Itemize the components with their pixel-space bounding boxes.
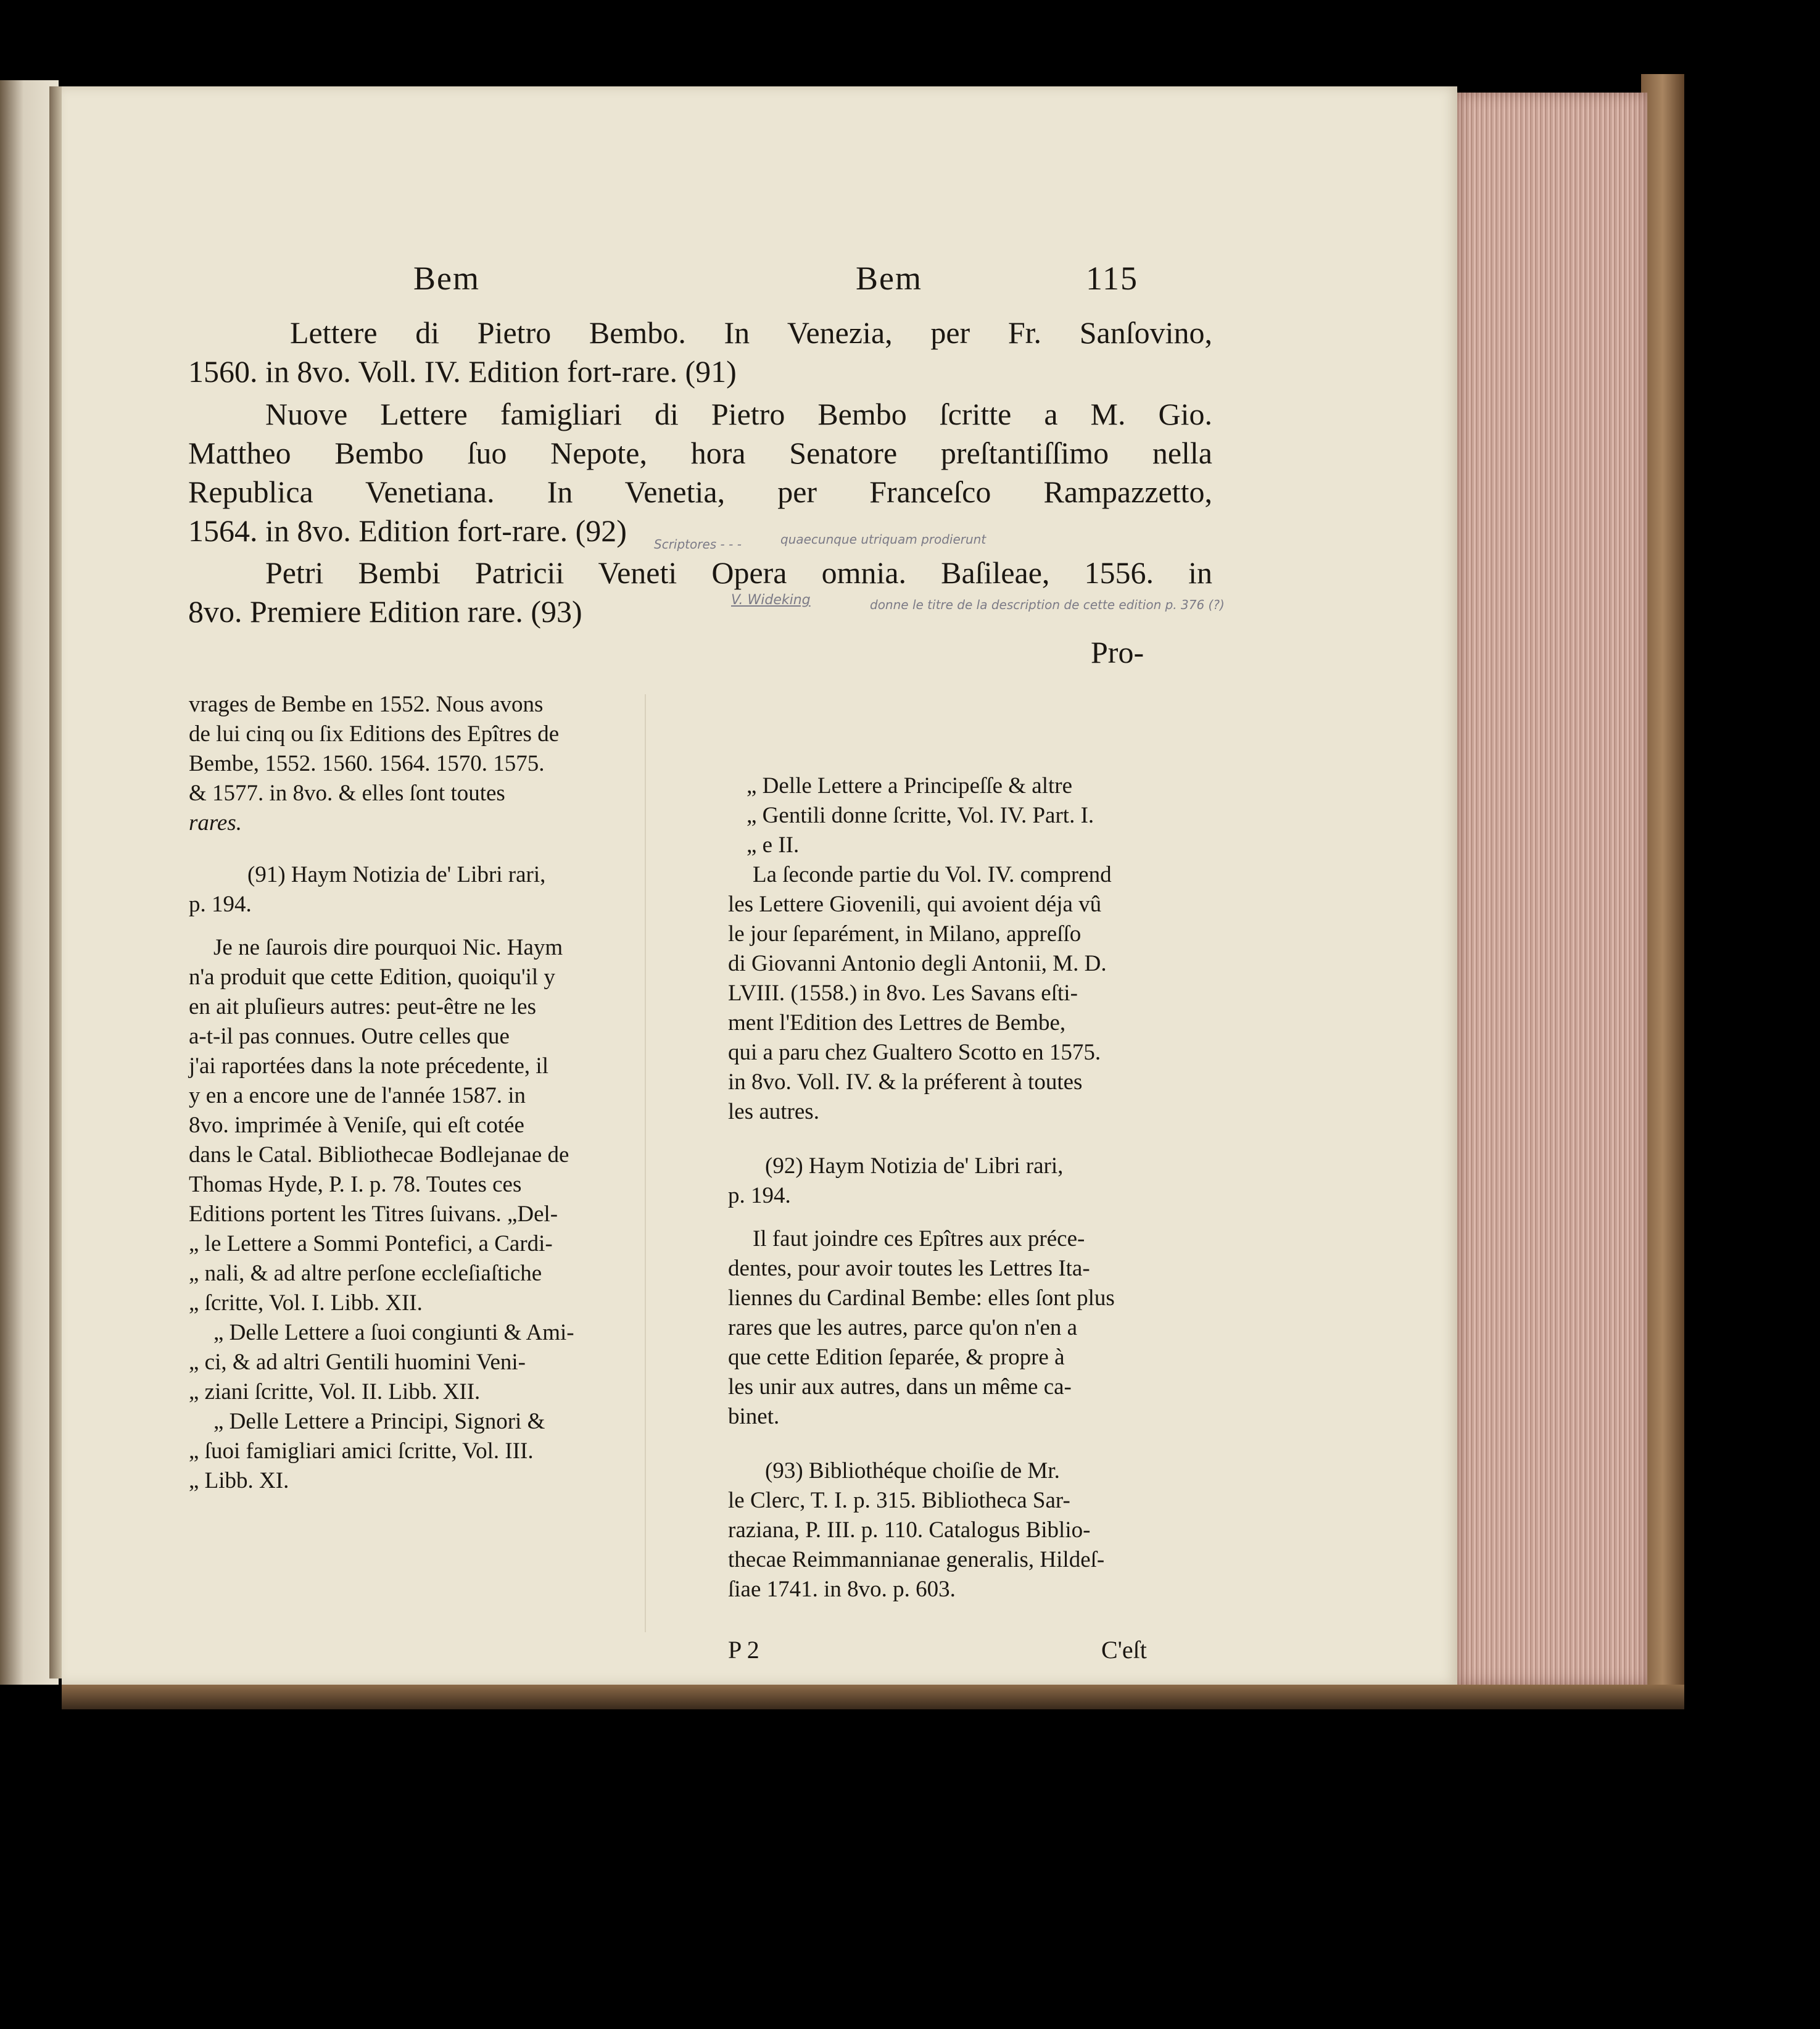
entry-line-2: 1560. in 8vo. Voll. IV. Edition fort-rare. (91) (188, 354, 737, 389)
left-line: y en a encore une de l'année 1587. in (189, 1083, 526, 1108)
left-line: & 1577. in 8vo. & elles ſont toutes (189, 781, 505, 806)
right-line: (92) Haym Notizia de' Libri rari, (765, 1153, 1064, 1179)
right-line: les autres. (728, 1099, 819, 1124)
right-line: le jour ſeparément, in Milano, appreſſo (728, 921, 1082, 947)
right-line: qui a paru chez Gualtero Scotto en 1575. (728, 1040, 1101, 1065)
left-line: dans le Catal. Bibliothecae Bodlejanae de (189, 1142, 569, 1168)
running-head-left: Bem (413, 260, 480, 297)
right-line: p. 194. (728, 1183, 791, 1208)
left-line: en ait pluſieurs autres: peut-être ne les (189, 994, 537, 1019)
left-line: „ le Lettere a Sommi Pontefici, a Cardi- (189, 1231, 553, 1256)
left-line: 8vo. imprimée à Veniſe, qui eſt cotée (189, 1113, 524, 1138)
right-line: ment l'Edition des Lettres de Bembe, (728, 1010, 1066, 1035)
right-line: rares que les autres, parce qu'on n'en a (728, 1315, 1078, 1340)
right-line: thecae Reimmannianae generalis, Hildeſ- (728, 1547, 1105, 1572)
right-line (728, 1432, 1172, 1456)
page-number: 115 (1086, 260, 1138, 297)
pencil-note-description: donne le titre de la description de cette edition p. 376 (?) (870, 597, 1225, 612)
left-line (189, 919, 621, 933)
book-cover-bottom (62, 1685, 1684, 1709)
book-cover-edge (1641, 74, 1684, 1697)
left-footnote-column (189, 690, 621, 1496)
left-line: „ Delle Lettere a ſuoi congiunti & Ami- (213, 1320, 574, 1345)
right-line: di Giovanni Antonio degli Antonii, M. D. (728, 951, 1107, 976)
left-line: n'a produit que cette Edition, quoiqu'il y (189, 965, 555, 990)
right-line: Il faut joindre ces Epîtres aux préce- (753, 1226, 1085, 1251)
right-line (728, 1127, 1172, 1151)
left-line (189, 838, 621, 860)
right-line: (93) Bibliothéque choiſie de Mr. (765, 1458, 1060, 1483)
right-line: „ Delle Lettere a Principeſſe & altre (747, 773, 1073, 799)
entry-line-1: Lettere di Pietro Bembo. In Venezia, per Fr. Sanſovino, (290, 315, 1212, 350)
left-line: „ ſcritte, Vol. I. Libb. XII. (189, 1290, 423, 1316)
right-line (728, 1211, 1172, 1224)
right-line: „ e II. (747, 832, 800, 858)
running-head-center: Bem (856, 260, 922, 297)
left-line: „ ziani ſcritte, Vol. II. Libb. XII. (189, 1379, 481, 1405)
right-line: La ſeconde partie du Vol. IV. comprend (753, 862, 1112, 887)
right-line: raziana, P. III. p. 110. Catalogus Biblio- (728, 1517, 1091, 1543)
right-line: dentes, pour avoir toutes les Lettres Ita- (728, 1256, 1090, 1281)
left-line: Thomas Hyde, P. I. p. 78. Toutes ces (189, 1172, 522, 1197)
entry-line-5: Republica Venetiana. In Venetia, per Franceſco Rampazzetto, (188, 475, 1212, 509)
left-line: „ Libb. XI. (189, 1468, 289, 1493)
right-line: le Clerc, T. I. p. 315. Bibliotheca Sar- (728, 1488, 1070, 1513)
left-line: rares. (189, 810, 242, 836)
entry-line-6: 1564. in 8vo. Edition fort-rare. (92) (188, 513, 627, 548)
right-footnote-column (728, 771, 1172, 1604)
signature-mark: P 2 (728, 1636, 759, 1664)
catchword-top: Pro- (1091, 635, 1144, 670)
right-line: liennes du Cardinal Bembe: elles ſont plus (728, 1285, 1115, 1311)
right-line: „ Gentili donne ſcritte, Vol. IV. Part. I. (747, 803, 1094, 828)
right-line: les unir aux autres, dans un même ca- (728, 1374, 1072, 1400)
right-line: LVIII. (1558.) in 8vo. Les Savans eſti- (728, 981, 1078, 1006)
left-line: Editions portent les Titres ſuivans. „Del- (189, 1201, 558, 1227)
left-line: Bembe, 1552. 1560. 1564. 1570. 1575. (189, 751, 545, 776)
left-line: „ nali, & ad altre perſone eccleſiaſtiche (189, 1261, 542, 1286)
book-page (62, 86, 1457, 1685)
pencil-note-wideking: V. Wideking (731, 592, 811, 608)
left-line: p. 194. (189, 892, 252, 917)
left-line: Je ne ſaurois dire pourquoi Nic. Haym (213, 935, 563, 960)
right-line: in 8vo. Voll. IV. & la préferent à toutes (728, 1069, 1083, 1095)
left-line: vrages de Bembe en 1552. Nous avons (189, 692, 544, 717)
right-line: les Lettere Giovenili, qui avoient déja vû (728, 892, 1102, 917)
right-line: ſiae 1741. in 8vo. p. 603. (728, 1577, 956, 1602)
left-line: „ Delle Lettere a Principi, Signori & (213, 1409, 545, 1434)
entry-line-8: 8vo. Premiere Edition rare. (93) (188, 594, 582, 629)
entry-line-3: Nuove Lettere famigliari di Pietro Bembo ſcritte a M. Gio. (265, 397, 1212, 431)
right-line: que cette Edition ſeparée, & propre à (728, 1345, 1065, 1370)
pencil-note-scriptores: Scriptores - - - (654, 537, 742, 552)
catchword-bottom: C'eſt (1101, 1636, 1147, 1664)
left-line: „ ci, & ad altri Gentili huomini Veni- (189, 1350, 526, 1375)
left-line: j'ai raportées dans la note précedente, il (189, 1053, 548, 1079)
entry-line-4: Mattheo Bembo ſuo Nepote, hora Senatore preſtantiſſimo nella (188, 436, 1212, 470)
page-block-edge (1457, 93, 1647, 1685)
left-line: (91) Haym Notizia de' Libri rari, (247, 862, 546, 887)
pencil-note-quaecunque: quaecunque utriquam prodierunt (780, 532, 987, 547)
left-line: „ ſuoi famigliari amici ſcritte, Vol. III. (189, 1438, 534, 1464)
entry-line-7: Petri Bembi Patricii Veneti Opera omnia. Baſileae, 1556. in (265, 555, 1212, 590)
right-line: binet. (728, 1404, 780, 1429)
left-line: a-t-il pas connues. Outre celles que (189, 1024, 510, 1049)
left-line: de lui cinq ou ſix Editions des Epîtres de (189, 721, 560, 747)
column-divider (645, 694, 646, 1632)
